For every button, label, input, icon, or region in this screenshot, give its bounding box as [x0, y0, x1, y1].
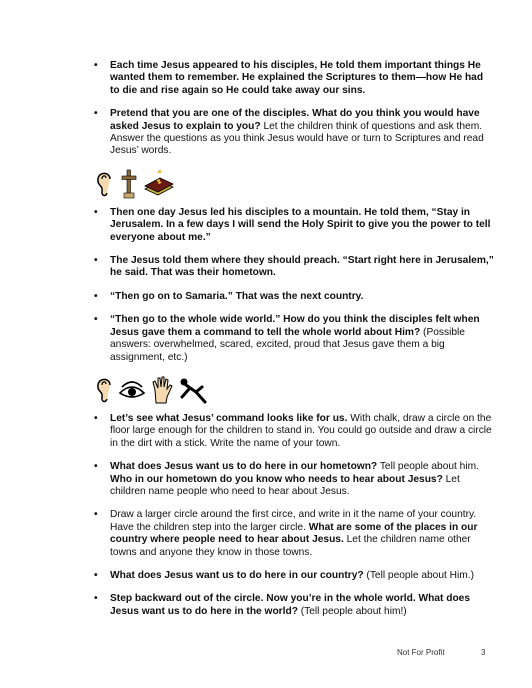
footer-label: Not For Profit [397, 648, 445, 657]
bible-icon [144, 169, 174, 199]
bullet: • [94, 314, 98, 326]
bullet: • [94, 255, 98, 267]
page-number: 3 [481, 648, 486, 657]
list-item: • Let’s see what Jesus’ command looks like for us. With chalk, draw a circle on the floor large enough for the children to stand in. You could go outside and draw a circle in the dirt with a stick. Write the name of your town. [94, 412, 492, 449]
bullet: • [94, 593, 98, 605]
ear-icon [94, 375, 116, 405]
list-item: • Step backward out of the circle. Now you’re in the whole world. What does Jesus want us to do here in the world? (Tell people about him!) [94, 593, 471, 617]
bullet: • [94, 206, 98, 218]
icon-row [94, 169, 494, 199]
hand-icon [150, 375, 174, 405]
bullet: • [94, 60, 98, 71]
list-item: • “Then go to the whole wide world.” How do you think the disciples felt when Jesus gave them a command to tell the whole world about Him? (Possible answers: overwhelmed, scared, excited, proud that Jesus gave them a big assignment, etc.) [94, 314, 480, 363]
cross-icon [120, 169, 138, 199]
bullet: • [94, 569, 98, 581]
list-item: • Each time Jesus appeared to his disciples, He told them important things He wanted them to remember. He explained the Scriptures to them—how He had to die and rise again so He could take away our sins. [94, 60, 484, 96]
list-item: • What does Jesus want us to do here in our country? (Tell people about Him.) [94, 569, 475, 581]
ear-icon [94, 169, 116, 199]
document-body [94, 60, 494, 629]
list-item: • “Then go on to Samaria.” That was the next country. [94, 290, 364, 302]
person-stretching-icon [178, 375, 208, 405]
bullet: • [94, 509, 98, 521]
bullet: • [94, 108, 98, 120]
bullet: • [94, 290, 98, 302]
bullet: • [94, 461, 98, 473]
list-item: • Draw a larger circle around the first circe, and write in it the name of your country. Have the children step into the larger circle. What are some of the places in our country where people need to hear about Jesus. Let the children name other towns and anyone they know in those towns. [94, 509, 478, 558]
list-item: • Then one day Jesus led his disciples to a mountain. He told them, “Stay in Jerusalem. In a few days I will send the Holy Spirit to give you the power to tell everyone about me.” [94, 206, 491, 243]
list-item: • The Jesus told them where they should preach. “Start right here in Jerusalem,” he said. That was their hometown. [94, 255, 494, 279]
icon-row [94, 375, 494, 405]
list-item: • What does Jesus want us to do here in our hometown? Tell people about him. Who in our hometown do you know who needs to hear about Jesus? Let children name people who need to hear about Jesus. [94, 461, 479, 497]
bullet: • [94, 412, 98, 424]
list-item: • Pretend that you are one of the disciples. What do you think you would have asked Jesus to explain to you? Let the children think of questions and ask them. Answer the questions as you think Jesus would have or turn to Scriptures and read Jesus’ words. [94, 108, 484, 157]
eye-icon [118, 375, 146, 405]
